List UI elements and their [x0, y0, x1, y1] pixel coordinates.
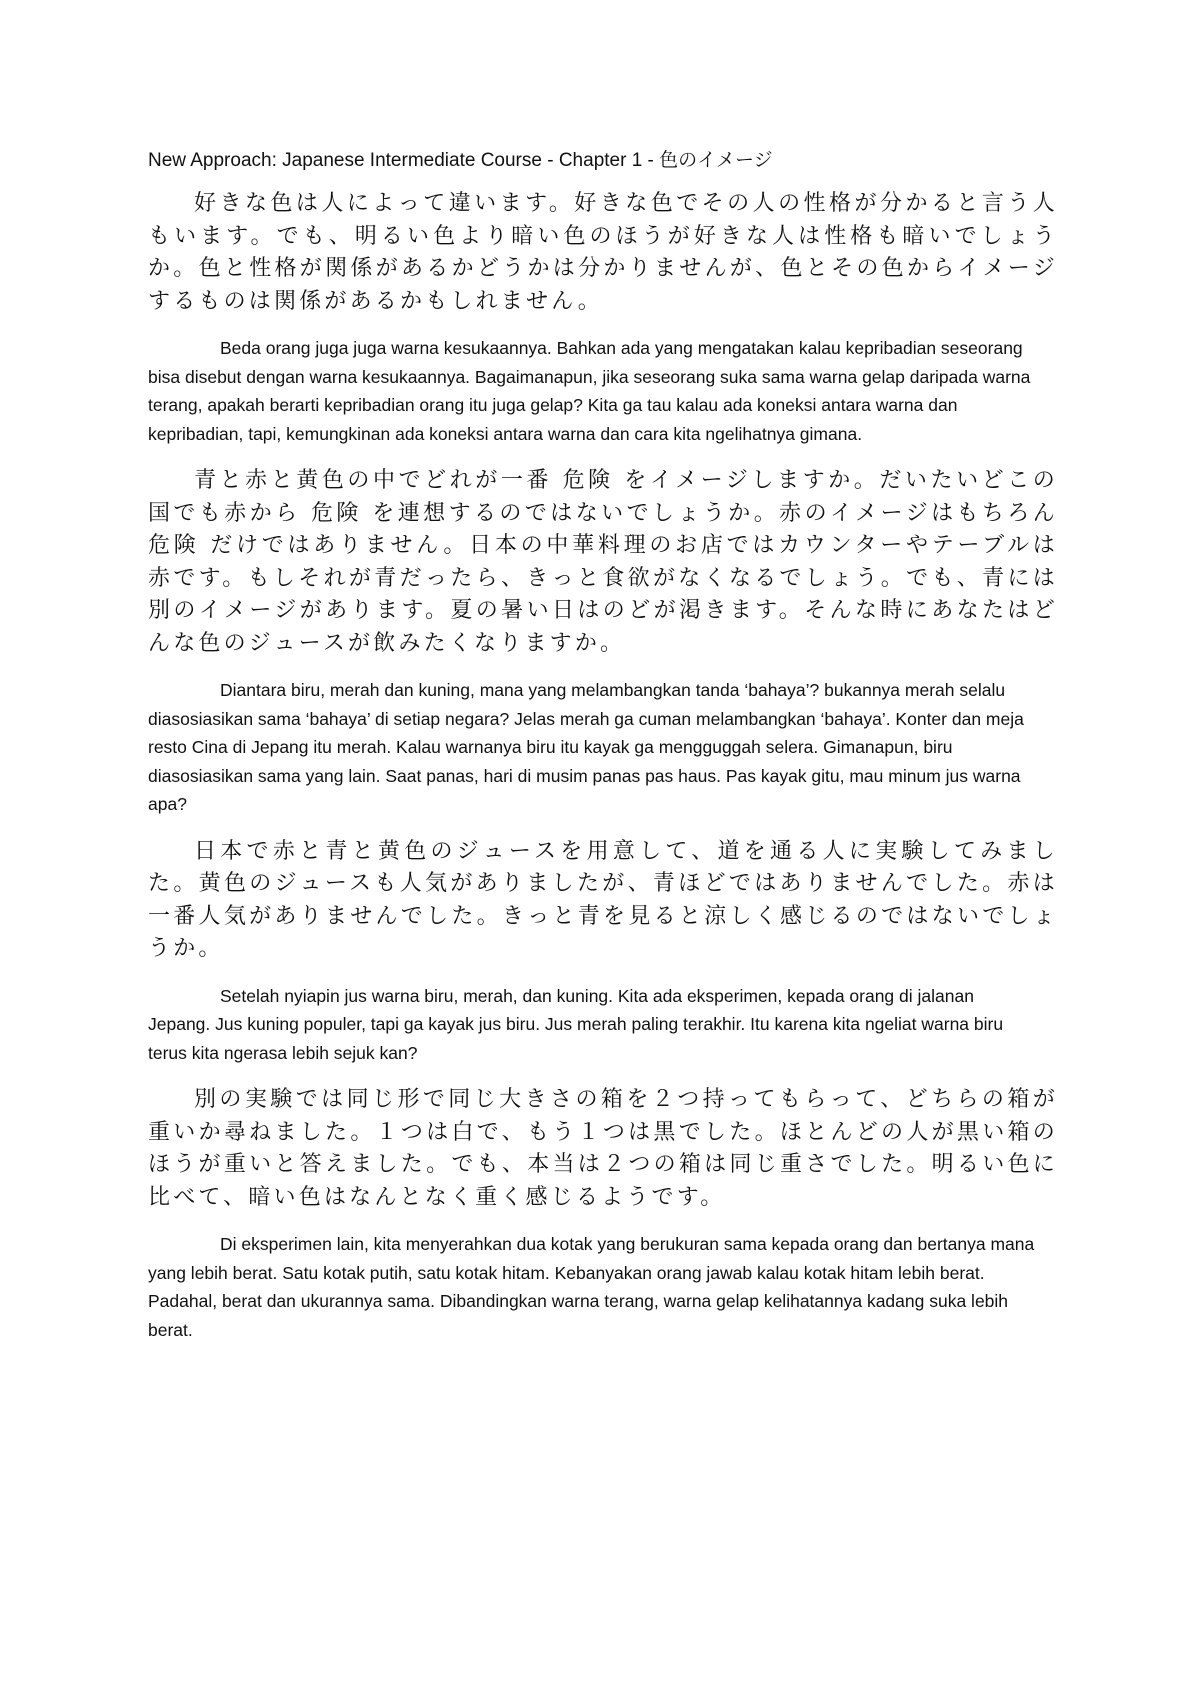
japanese-paragraph-4: 別の実験では同じ形で同じ大きさの箱を２つ持ってもらって、どちらの箱が重いか尋ねました。１つは白で、もう１つは黒でした。ほとんどの人が黒い箱のほうが重いと答えました。でも、本当は２つの箱は同じ重さでした。明るい色に比べて、暗い色はなんとなく重く感じるようです。 [148, 1087, 1058, 1210]
document-title: New Approach: Japanese Intermediate Course - Chapter 1 - 色のイメージ [148, 150, 773, 171]
japanese-paragraph-2: 青と赤と黄色の中でどれが一番 危険 をイメージしますか。だいたいどこの国でも赤から 危険 を連想するのではないでしょうか。赤のイメージはもちろん 危険 だけではありません。日本の中華料理のお店ではカウンターやテーブルは赤です。もしそれが青だったら、きっと食欲がなくなるでしょう。でも、青には別のイメージがあります。夏の暑い日はのどが渇きます。そんな時にあなたはどんな色のジュースが飲みたくなりますか。 [148, 468, 1058, 656]
japanese-paragraph-1: 好きな色は人によって違います。好きな色でその人の性格が分かると言う人もいます。でも、明るい色より暗い色のほうが好きな人は性格も暗いでしょうか。色と性格が関係があるかどうかは分かりませんが、色とその色からイメージするものは関係があるかもしれません。 [148, 191, 1058, 314]
indonesian-paragraph-4: Di eksperimen lain, kita menyerahkan dua kotak yang berukuran sama kepada orang dan bertanya mana yang lebih berat. Satu kotak putih, satu kotak hitam. Kebanyakan orang jawab kalau kotak hitam lebih berat. Padahal, berat dan ukurannya sama. Dibandingkan warna terang, warna gelap kelihatannya kadang suka lebih berat. [148, 1234, 1035, 1340]
indonesian-paragraph-1: Beda orang juga juga warna kesukaannya. Bahkan ada yang mengatakan kalau kepribadian seseorang bisa disebut dengan warna kesukaannya. Bagaimanapun, jika seseorang suka sama warna gelap daripada warna terang, apakah berarti kepribadian orang itu juga gelap? Kita ga tau kalau ada koneksi antara warna dan kepribadian, tapi, kemungkinan ada koneksi antara warna dan cara kita ngelihatnya gimana. [148, 338, 1031, 444]
indonesian-paragraph-3: Setelah nyiapin jus warna biru, merah, dan kuning. Kita ada eksperimen, kepada orang di jalanan Jepang. Jus kuning populer, tapi ga kayak jus biru. Jus merah paling terakhir. Itu karena kita ngeliat warna biru terus kita ngerasa lebih sejuk kan? [148, 985, 1004, 1063]
japanese-paragraph-3: 日本で赤と青と黄色のジュースを用意して、道を通る人に実験してみました。黄色のジュースも人気がありましたが、青ほどではありませんでした。赤は一番人気がありませんでした。きっと青を見ると涼しく感じるのではないでしょうか。 [148, 838, 1058, 961]
indonesian-paragraph-2: Diantara biru, merah dan kuning, mana yang melambangkan tanda ‘bahaya’? bukannya merah selalu diasosiasikan sama ‘bahaya’ di setiap negara? Jelas merah ga cuman melambangkan ‘bahaya’. Konter dan meja resto Cina di Jepang itu merah. Kalau warnanya biru itu kayak ga mengguggah selera. Gimanapun, biru diasosiasikan sama yang lain. Saat panas, hari di musim panas pas haus. Pas kayak gitu, mau minum jus warna apa? [148, 680, 1024, 814]
document-body [148, 148, 1058, 1344]
